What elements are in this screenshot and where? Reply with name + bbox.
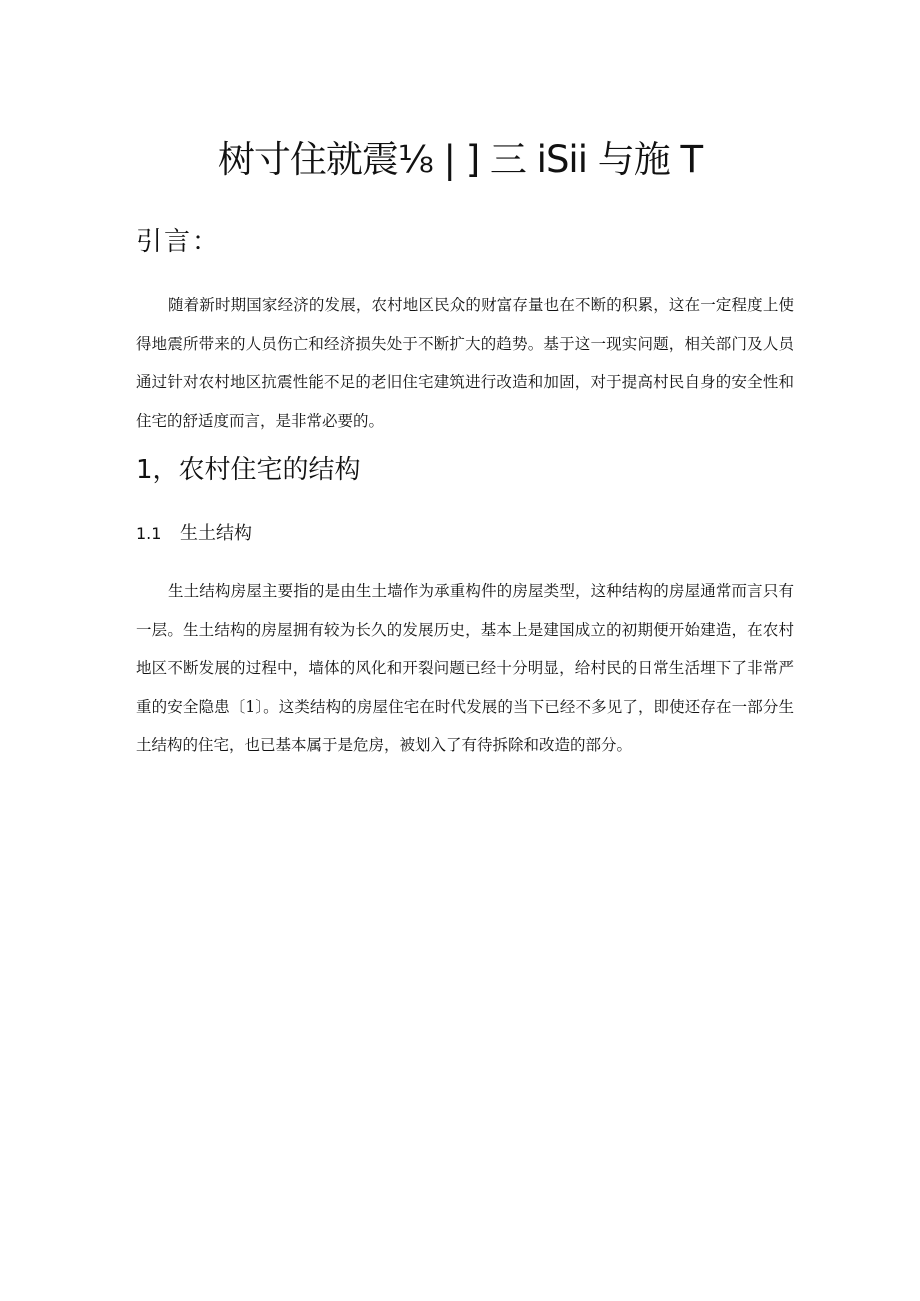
subsection-number: 1.1 [136, 524, 162, 543]
subsection-heading [136, 520, 252, 548]
document-title: 树寸住就震⅛ | ] 三 iSii 与施 T [217, 138, 703, 181]
section-heading: 1，农村住宅的结构 [136, 455, 361, 485]
subsection-paragraph: 生土结构房屋主要指的是由生土墙作为承重构件的房屋类型，这种结构的房屋通常而言只有一层。生土结构的房屋拥有较为长久的发展历史，基本上是建国成立的初期便开始建造，在农村地区不断发展的过程中，墙体的风化和开裂问题已经十分明显，给村民的日常生活埋下了非常严重的安全隐患〔1〕。这类结构的房屋住宅在时代发展的当下已经不多见了，即使还存在一部分生土结构的住宅，也已基本属于是危房，被划入了有待拆除和改造的部分。 [136, 582, 794, 755]
intro-heading: 引言： [136, 227, 221, 257]
intro-paragraph: 随着新时期国家经济的发展，农村地区民众的财富存量也在不断的积累，这在一定程度上使得地震所带来的人员伤亡和经济损失处于不断扩大的趋势。基于这一现实问题，相关部门及人员通过针对农村地区抗震性能不足的老旧住宅建筑进行改造和加固，对于提高村民自身的安全性和住宅的舒适度而言，是非常必要的。 [136, 296, 794, 430]
subsection-title: 生土结构 [180, 523, 252, 544]
